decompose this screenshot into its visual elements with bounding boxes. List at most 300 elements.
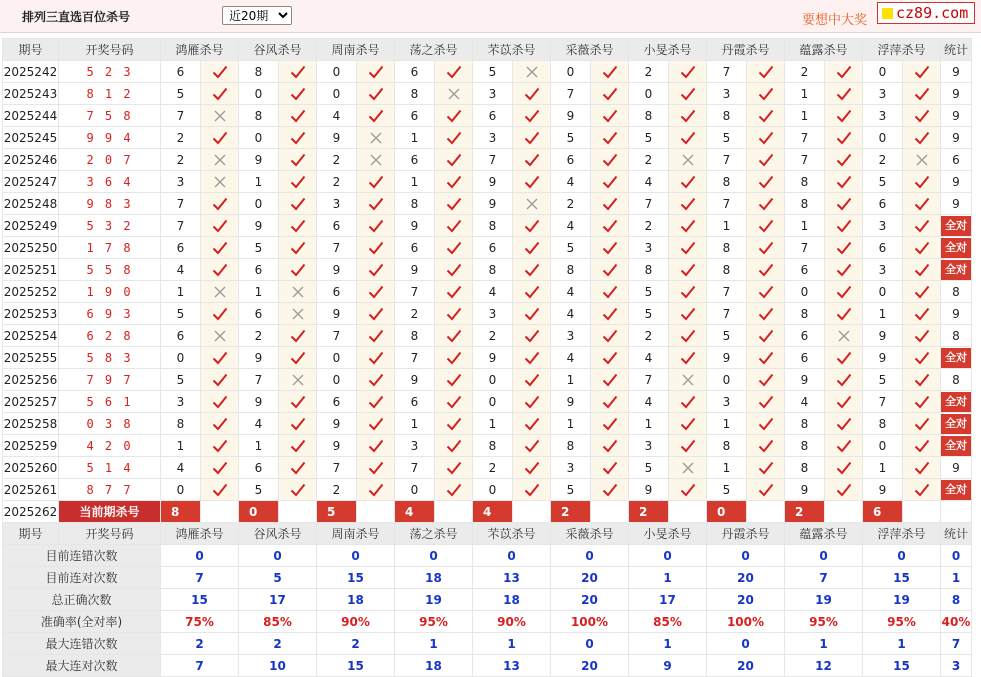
kill-digit-cell: 0	[473, 369, 513, 391]
kill-digit-cell: 6	[473, 105, 513, 127]
summary-value: 0	[551, 545, 629, 567]
summary-value: 100%	[707, 611, 785, 633]
draw-number-cell: 1 9 0	[59, 281, 161, 303]
header-expert[interactable]: 蕴露杀号	[785, 39, 863, 61]
kill-digit-cell: 4	[473, 281, 513, 303]
summary-label: 总正确次数	[3, 589, 161, 611]
kill-digit-cell: 6	[317, 281, 357, 303]
check-icon	[825, 281, 863, 303]
kill-digit-cell: 8	[707, 259, 747, 281]
stat-cell	[941, 215, 972, 237]
check-icon	[591, 259, 629, 281]
check-icon	[669, 303, 707, 325]
header-expert[interactable]: 鸿雁杀号	[161, 39, 239, 61]
header-expert[interactable]: 丹霞杀号	[707, 39, 785, 61]
summary-value: 9	[629, 655, 707, 677]
check-icon	[435, 413, 473, 435]
period-cell: 2025244	[3, 105, 59, 127]
summary-value: 95%	[395, 611, 473, 633]
check-icon	[591, 171, 629, 193]
kill-digit-cell: 9	[863, 347, 903, 369]
period-range-select[interactable]	[222, 6, 292, 25]
summary-value: 18	[395, 567, 473, 589]
check-icon	[357, 457, 395, 479]
check-icon	[279, 413, 317, 435]
check-icon	[591, 325, 629, 347]
kill-digit-cell: 7	[707, 149, 747, 171]
kill-digit-cell: 1	[629, 413, 669, 435]
kill-digit-cell: 7	[317, 237, 357, 259]
check-icon	[591, 61, 629, 83]
summary-value: 2	[161, 633, 239, 655]
kill-digit-cell: 5	[551, 127, 591, 149]
check-icon	[903, 435, 941, 457]
kill-digit-cell: 1	[239, 171, 279, 193]
kill-digit-cell: 9	[785, 479, 825, 501]
kill-digit-cell: 8	[785, 193, 825, 215]
summary-value: 7	[161, 655, 239, 677]
kill-digit-cell: 5	[551, 237, 591, 259]
kill-digit-cell: 5	[863, 171, 903, 193]
check-icon	[279, 149, 317, 171]
period-cell: 2025250	[3, 237, 59, 259]
summary-value: 1	[863, 633, 941, 655]
period-cell: 2025247	[3, 171, 59, 193]
draw-number-cell: 9 9 4	[59, 127, 161, 149]
check-icon	[747, 479, 785, 501]
check-icon	[825, 237, 863, 259]
kill-digit-cell: 3	[551, 325, 591, 347]
kill-digit-cell: 7	[785, 127, 825, 149]
current-kill-digit: 6	[863, 501, 903, 523]
kill-digit-cell: 9	[239, 215, 279, 237]
check-icon	[669, 479, 707, 501]
kill-digit-cell: 5	[629, 303, 669, 325]
check-icon	[669, 105, 707, 127]
check-icon	[825, 369, 863, 391]
check-icon	[513, 479, 551, 501]
kill-digit-cell: 9	[395, 259, 435, 281]
summary-value: 0	[473, 545, 551, 567]
kill-digit-cell: 2	[317, 479, 357, 501]
kill-digit-cell: 7	[629, 193, 669, 215]
current-kill-label: 当前期杀号	[59, 501, 161, 523]
check-icon	[513, 435, 551, 457]
kill-digit-cell: 6	[785, 325, 825, 347]
empty-cell	[591, 501, 629, 523]
empty-cell	[747, 501, 785, 523]
check-icon	[201, 83, 239, 105]
summary-value: 20	[707, 589, 785, 611]
kill-digit-cell: 9	[239, 347, 279, 369]
draw-number-cell: 8 7 7	[59, 479, 161, 501]
kill-digit-cell: 7	[161, 193, 201, 215]
period-cell: 2025242	[3, 61, 59, 83]
check-icon	[591, 369, 629, 391]
check-icon	[279, 193, 317, 215]
check-icon	[513, 325, 551, 347]
cross-icon	[435, 83, 473, 105]
check-icon	[747, 413, 785, 435]
summary-header-expert: 芣苡杀号	[473, 523, 551, 545]
summary-row	[3, 589, 972, 611]
kill-digit-cell: 3	[863, 259, 903, 281]
stat-cell: 8	[941, 369, 972, 391]
check-icon	[669, 259, 707, 281]
check-icon	[747, 149, 785, 171]
kill-digit-cell: 9	[863, 325, 903, 347]
check-icon	[357, 391, 395, 413]
period-cell: 2025248	[3, 193, 59, 215]
cross-icon	[513, 193, 551, 215]
stat-cell	[941, 391, 972, 413]
summary-header-expert: 蕴露杀号	[785, 523, 863, 545]
check-icon	[435, 369, 473, 391]
period-cell: 2025255	[3, 347, 59, 369]
summary-value: 90%	[317, 611, 395, 633]
kill-digit-cell: 0	[863, 435, 903, 457]
kill-digit-cell: 5	[707, 325, 747, 347]
check-icon	[513, 369, 551, 391]
kill-digit-cell: 8	[395, 325, 435, 347]
page-title: 排列三直选百位杀号	[22, 10, 131, 24]
kill-digit-cell: 3	[863, 105, 903, 127]
draw-number-cell: 9 8 3	[59, 193, 161, 215]
all-correct-badge: 全对	[941, 216, 971, 236]
stat-cell	[941, 479, 972, 501]
check-icon	[669, 325, 707, 347]
check-icon	[279, 171, 317, 193]
check-icon	[279, 105, 317, 127]
summary-header-expert: 浮萍杀号	[863, 523, 941, 545]
check-icon	[825, 259, 863, 281]
check-icon	[903, 303, 941, 325]
check-icon	[825, 193, 863, 215]
table-row	[3, 303, 972, 325]
current-kill-row	[3, 501, 972, 523]
check-icon	[435, 193, 473, 215]
kill-digit-cell: 0	[707, 369, 747, 391]
draw-number-cell: 6 9 3	[59, 303, 161, 325]
kill-digit-cell: 3	[395, 435, 435, 457]
summary-value: 20	[551, 589, 629, 611]
summary-value: 0	[395, 545, 473, 567]
kill-digit-cell: 5	[629, 457, 669, 479]
kill-digit-cell: 7	[317, 457, 357, 479]
current-kill-digit: 2	[785, 501, 825, 523]
summary-label: 最大连错次数	[3, 633, 161, 655]
empty-cell	[357, 501, 395, 523]
header-expert[interactable]: 浮萍杀号	[863, 39, 941, 61]
kill-digit-cell: 5	[863, 369, 903, 391]
table-row	[3, 61, 972, 83]
summary-header-expert: 谷风杀号	[239, 523, 317, 545]
cross-icon	[201, 105, 239, 127]
table-row	[3, 281, 972, 303]
check-icon	[513, 347, 551, 369]
summary-value: 0	[707, 633, 785, 655]
summary-label: 目前连错次数	[3, 545, 161, 567]
table-row	[3, 347, 972, 369]
check-icon	[435, 105, 473, 127]
kill-digit-cell: 8	[629, 105, 669, 127]
period-cell: 2025261	[3, 479, 59, 501]
table-row	[3, 457, 972, 479]
check-icon	[669, 215, 707, 237]
check-icon	[591, 303, 629, 325]
draw-number-cell: 5 1 4	[59, 457, 161, 479]
summary-value: 0	[239, 545, 317, 567]
check-icon	[747, 303, 785, 325]
stat-cell	[941, 413, 972, 435]
kill-digit-cell: 1	[785, 83, 825, 105]
check-icon	[201, 237, 239, 259]
kill-digit-cell: 2	[317, 171, 357, 193]
kill-digit-cell: 6	[863, 237, 903, 259]
kill-digit-cell: 0	[863, 127, 903, 149]
kill-digit-cell: 6	[161, 325, 201, 347]
all-correct-badge: 全对	[941, 348, 971, 368]
kill-digit-cell: 8	[785, 457, 825, 479]
kill-digit-cell: 0	[317, 83, 357, 105]
table-row	[3, 237, 972, 259]
period-cell: 2025258	[3, 413, 59, 435]
header-expert[interactable]: 谷风杀号	[239, 39, 317, 61]
all-correct-badge: 全对	[941, 414, 971, 434]
kill-digit-cell: 2	[473, 325, 513, 347]
check-icon	[513, 171, 551, 193]
kill-digit-cell: 8	[707, 105, 747, 127]
cross-icon	[357, 127, 395, 149]
summary-value: 18	[317, 589, 395, 611]
check-icon	[357, 193, 395, 215]
kill-digit-cell: 8	[863, 413, 903, 435]
summary-value: 0	[161, 545, 239, 567]
draw-number-cell: 3 6 4	[59, 171, 161, 193]
check-icon	[435, 435, 473, 457]
kill-digit-cell: 7	[161, 105, 201, 127]
summary-stat: 7	[941, 633, 972, 655]
summary-value: 19	[395, 589, 473, 611]
check-icon	[591, 105, 629, 127]
check-icon	[903, 413, 941, 435]
check-icon	[357, 369, 395, 391]
check-icon	[669, 237, 707, 259]
check-icon	[357, 259, 395, 281]
kill-digit-cell: 4	[239, 413, 279, 435]
table-row	[3, 193, 972, 215]
summary-value: 13	[473, 655, 551, 677]
kill-digit-cell: 6	[317, 391, 357, 413]
summary-value: 2	[317, 633, 395, 655]
check-icon	[747, 435, 785, 457]
check-icon	[513, 127, 551, 149]
kill-digit-cell: 2	[785, 61, 825, 83]
kill-digit-cell: 9	[239, 149, 279, 171]
table-row	[3, 413, 972, 435]
kill-digit-cell: 3	[473, 127, 513, 149]
kill-digit-cell: 2	[629, 215, 669, 237]
summary-row	[3, 545, 972, 567]
kill-digit-cell: 0	[161, 479, 201, 501]
summary-value: 1	[629, 633, 707, 655]
kill-digit-cell: 0	[317, 61, 357, 83]
header-expert[interactable]: 荡之杀号	[395, 39, 473, 61]
kill-digit-cell: 3	[473, 83, 513, 105]
kill-digit-cell: 1	[239, 281, 279, 303]
kill-digit-cell: 3	[161, 171, 201, 193]
stat-cell: 9	[941, 303, 972, 325]
check-icon	[903, 105, 941, 127]
stat-cell: 9	[941, 83, 972, 105]
kill-digit-cell: 8	[551, 259, 591, 281]
kill-digit-cell: 1	[473, 413, 513, 435]
check-icon	[747, 193, 785, 215]
kill-digit-cell: 7	[863, 391, 903, 413]
kill-digit-cell: 9	[473, 193, 513, 215]
kill-digit-cell: 9	[317, 303, 357, 325]
kill-digit-cell: 1	[551, 413, 591, 435]
kill-digit-cell: 3	[473, 303, 513, 325]
header-expert[interactable]: 小旻杀号	[629, 39, 707, 61]
summary-value: 2	[239, 633, 317, 655]
kill-digit-cell: 6	[161, 237, 201, 259]
kill-digit-cell: 9	[239, 391, 279, 413]
summary-value: 1	[473, 633, 551, 655]
check-icon	[279, 259, 317, 281]
check-icon	[747, 61, 785, 83]
cross-icon	[513, 61, 551, 83]
all-correct-badge: 全对	[941, 238, 971, 258]
kill-digit-cell: 8	[239, 61, 279, 83]
period-cell: 2025260	[3, 457, 59, 479]
kill-digit-cell: 9	[317, 259, 357, 281]
kill-digit-cell: 5	[551, 479, 591, 501]
kill-digit-cell: 1	[395, 171, 435, 193]
current-kill-digit: 5	[317, 501, 357, 523]
check-icon	[903, 391, 941, 413]
kill-digit-cell: 8	[707, 435, 747, 457]
promo-text[interactable]: 要想中大奖	[802, 13, 868, 28]
table-header-row	[3, 39, 972, 61]
kill-digit-cell: 8	[785, 435, 825, 457]
kill-digit-cell: 3	[863, 215, 903, 237]
summary-header-row	[3, 523, 972, 545]
summary-value: 15	[863, 567, 941, 589]
table-row	[3, 479, 972, 501]
kill-digit-cell: 6	[785, 259, 825, 281]
kill-digit-cell: 6	[395, 237, 435, 259]
check-icon	[825, 413, 863, 435]
summary-value: 20	[551, 655, 629, 677]
summary-value: 95%	[785, 611, 863, 633]
check-icon	[435, 61, 473, 83]
kill-digit-cell: 2	[629, 61, 669, 83]
summary-row	[3, 611, 972, 633]
check-icon	[825, 127, 863, 149]
kill-digit-cell: 1	[395, 127, 435, 149]
check-icon	[591, 391, 629, 413]
check-icon	[669, 391, 707, 413]
check-icon	[513, 391, 551, 413]
check-icon	[591, 413, 629, 435]
summary-value: 15	[863, 655, 941, 677]
check-icon	[201, 457, 239, 479]
stat-cell: 9	[941, 61, 972, 83]
kill-digit-cell: 7	[629, 369, 669, 391]
draw-number-cell: 0 3 8	[59, 413, 161, 435]
summary-value: 1	[785, 633, 863, 655]
check-icon	[669, 171, 707, 193]
kill-digit-cell: 5	[707, 127, 747, 149]
summary-value: 15	[317, 567, 395, 589]
kill-digit-cell: 8	[707, 237, 747, 259]
check-icon	[903, 83, 941, 105]
summary-value: 95%	[863, 611, 941, 633]
summary-header-expert: 荡之杀号	[395, 523, 473, 545]
kill-digit-cell: 5	[161, 83, 201, 105]
check-icon	[201, 215, 239, 237]
kill-digit-cell: 4	[161, 259, 201, 281]
cross-icon	[279, 303, 317, 325]
check-icon	[669, 435, 707, 457]
check-icon	[825, 347, 863, 369]
check-icon	[279, 83, 317, 105]
draw-number-cell: 4 2 0	[59, 435, 161, 457]
header-expert[interactable]: 采薇杀号	[551, 39, 629, 61]
check-icon	[435, 325, 473, 347]
check-icon	[357, 479, 395, 501]
check-icon	[669, 127, 707, 149]
header-expert[interactable]: 芣苡杀号	[473, 39, 551, 61]
summary-header-expert: 鸿雁杀号	[161, 523, 239, 545]
kill-digit-cell: 9	[629, 479, 669, 501]
summary-value: 12	[785, 655, 863, 677]
empty-cell	[201, 501, 239, 523]
check-icon	[825, 303, 863, 325]
summary-stat: 1	[941, 567, 972, 589]
kill-digit-cell: 2	[161, 127, 201, 149]
summary-header-expert: 小旻杀号	[629, 523, 707, 545]
check-icon	[279, 127, 317, 149]
kill-digit-cell: 1	[863, 303, 903, 325]
stat-cell: 9	[941, 171, 972, 193]
check-icon	[435, 347, 473, 369]
check-icon	[903, 325, 941, 347]
kill-digit-cell: 0	[161, 347, 201, 369]
kill-digit-cell: 1	[707, 457, 747, 479]
check-icon	[825, 83, 863, 105]
kill-digit-cell: 5	[161, 303, 201, 325]
summary-value: 7	[785, 567, 863, 589]
summary-value: 85%	[629, 611, 707, 633]
summary-stat: 40%	[941, 611, 972, 633]
draw-number-cell: 5 3 2	[59, 215, 161, 237]
summary-value: 18	[473, 589, 551, 611]
summary-row	[3, 567, 972, 589]
stat-cell: 9	[941, 105, 972, 127]
kill-digit-cell: 2	[395, 303, 435, 325]
table-row	[3, 171, 972, 193]
header-expert[interactable]: 周南杀号	[317, 39, 395, 61]
kill-digit-cell: 8	[395, 83, 435, 105]
check-icon	[513, 149, 551, 171]
check-icon	[279, 479, 317, 501]
kill-digit-cell: 6	[239, 457, 279, 479]
check-icon	[435, 171, 473, 193]
site-badge[interactable]	[877, 2, 975, 24]
check-icon	[903, 215, 941, 237]
